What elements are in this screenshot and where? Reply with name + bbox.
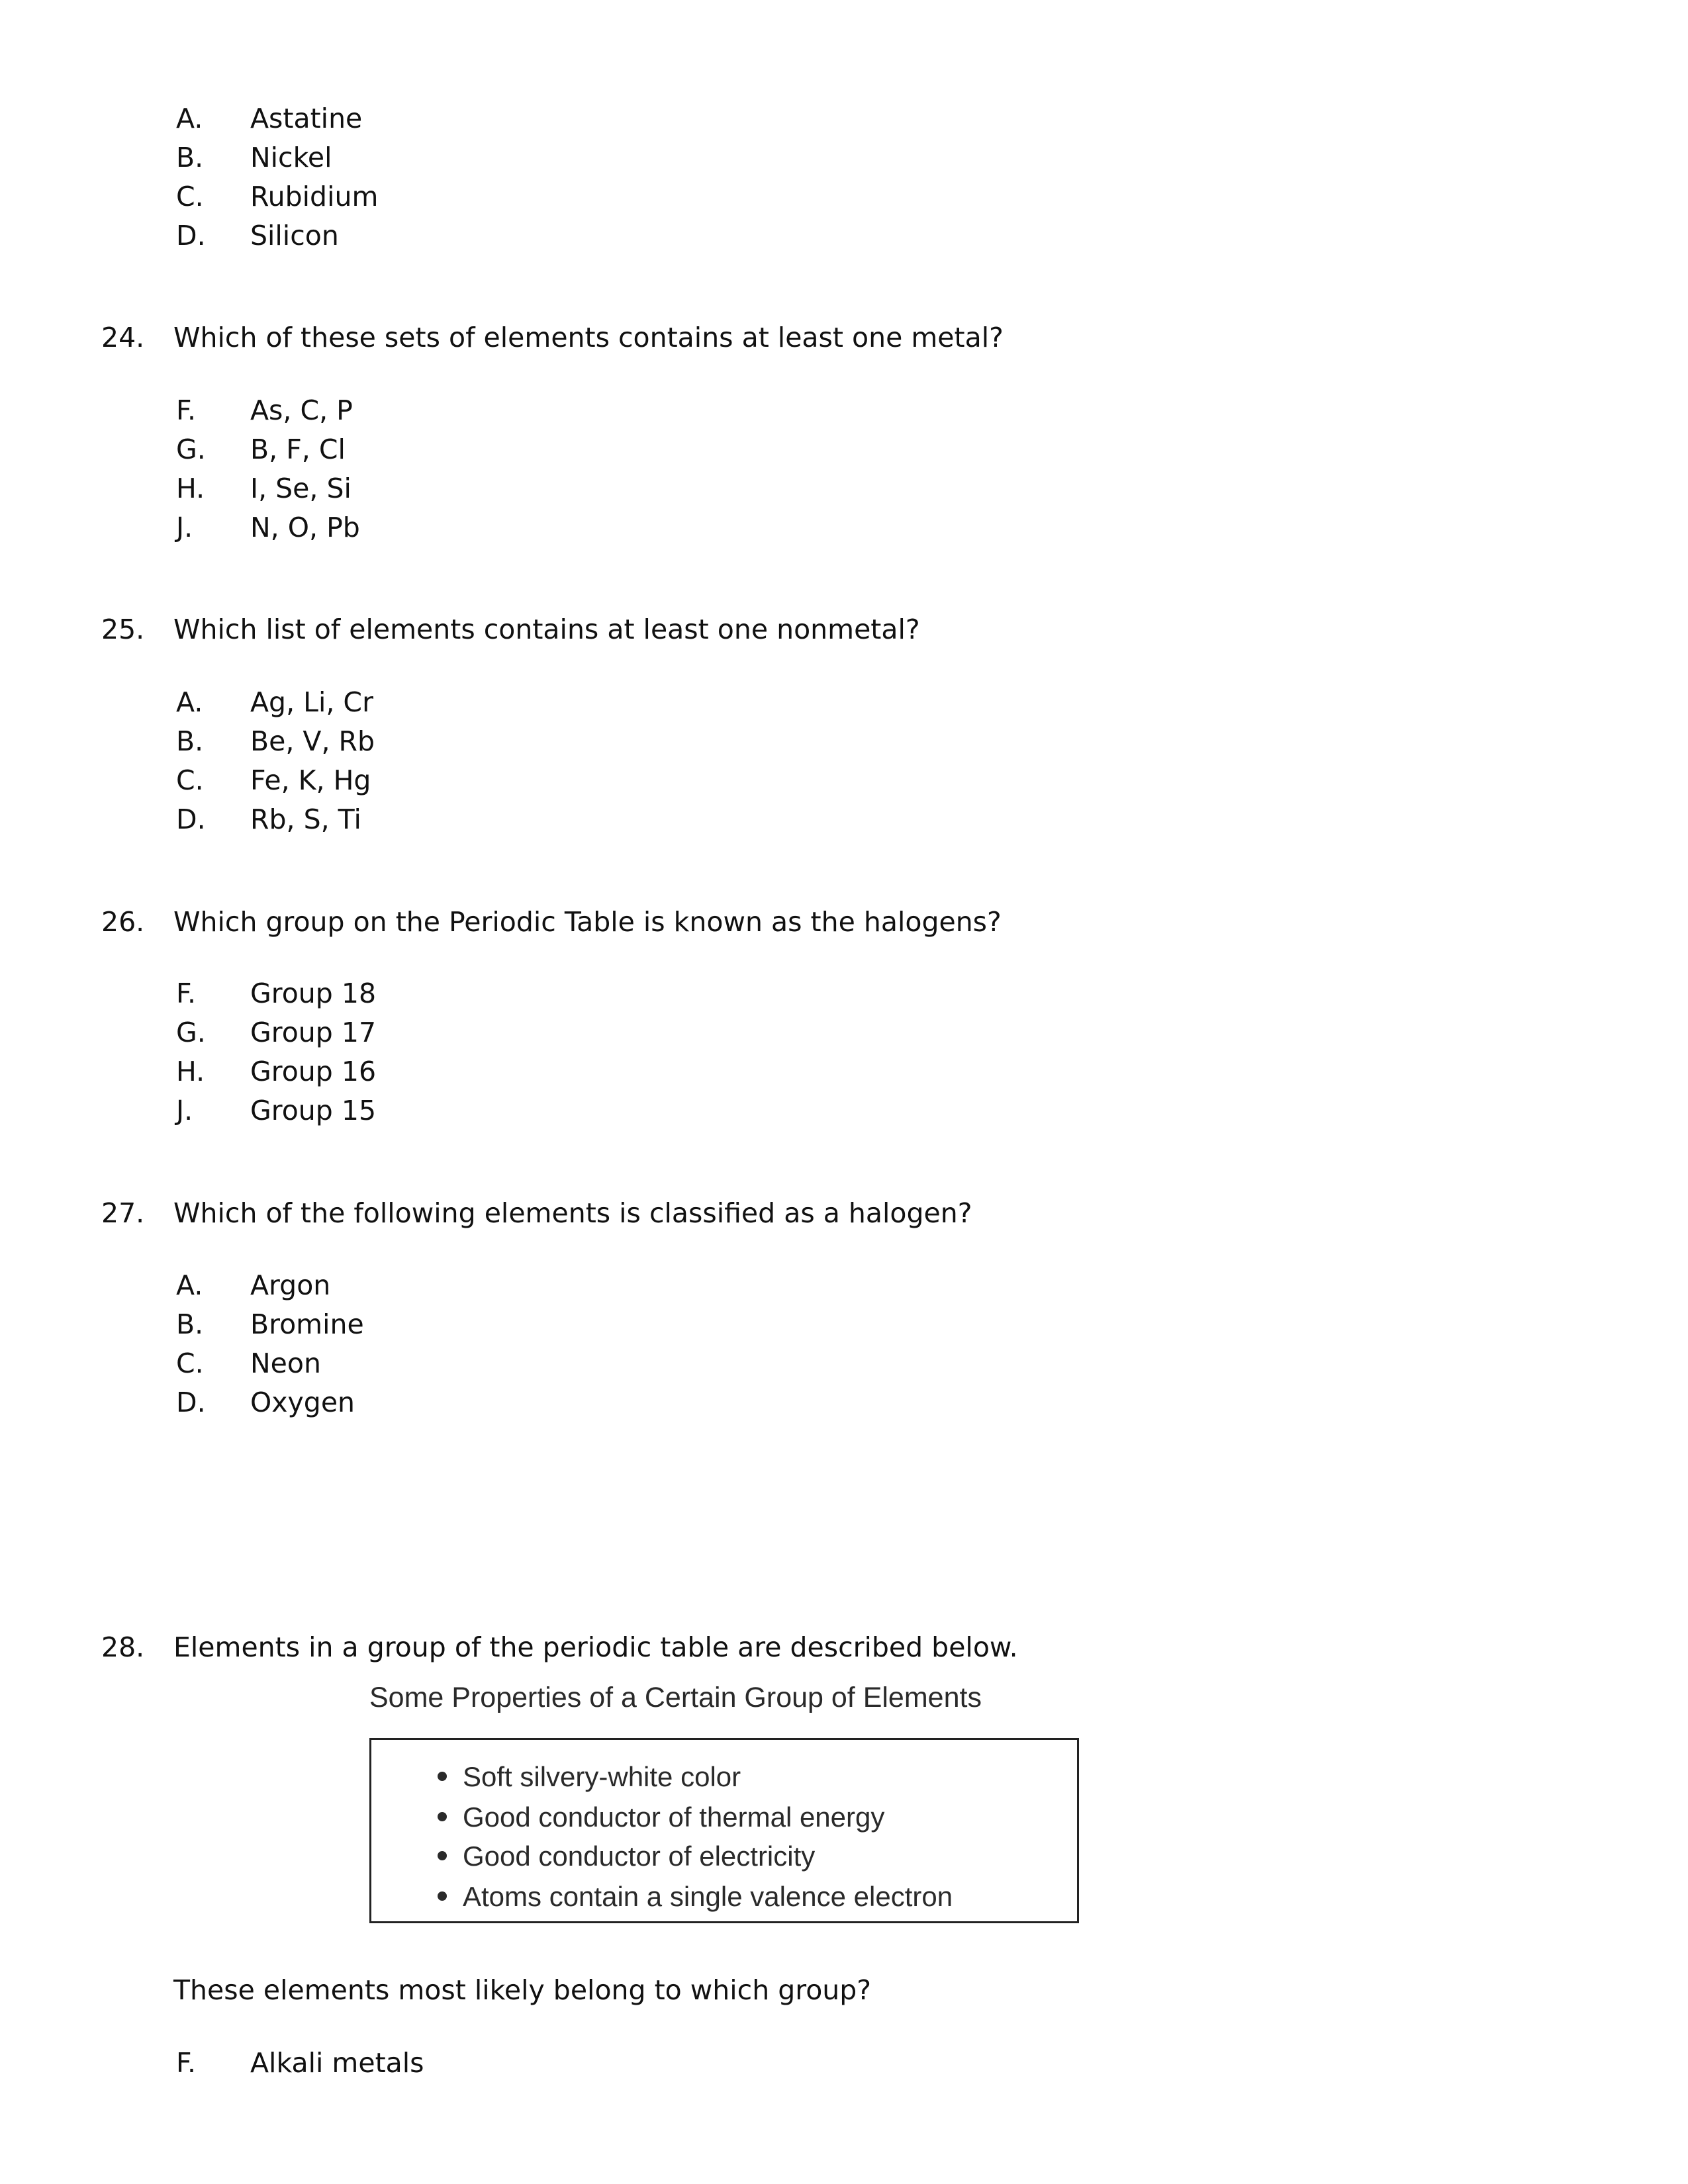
question-text: Elements in a group of the periodic table are described below. — [173, 1631, 1018, 1663]
question-number: 28. — [101, 1631, 145, 1663]
properties-box — [369, 1738, 1079, 1923]
option-letter: J. — [176, 512, 193, 543]
property-text: Atoms contain a single valence electron — [463, 1881, 953, 1912]
question-text: Which group on the Periodic Table is known as the halogens? — [173, 906, 1002, 938]
option-text: I, Se, Si — [250, 473, 352, 504]
option-text: As, C, P — [250, 394, 353, 426]
option-text: Alkali metals — [250, 2047, 424, 2079]
option-text: B, F, Cl — [250, 433, 346, 465]
bullet-icon — [438, 1851, 447, 1860]
option-text: N, O, Pb — [250, 512, 360, 543]
option-text: Be, V, Rb — [250, 725, 375, 757]
option-letter: D. — [176, 220, 206, 251]
property-text: Good conductor of thermal energy — [463, 1801, 885, 1833]
properties-table-title: Some Properties of a Certain Group of Elements — [369, 1682, 982, 1713]
option-letter: D. — [176, 1387, 206, 1418]
option-text: Silicon — [250, 220, 339, 251]
option-text: Ag, Li, Cr — [250, 686, 373, 718]
followup-question-text: These elements most likely belong to which group? — [173, 1974, 872, 2006]
option-text: Astatine — [250, 103, 363, 134]
option-letter: B. — [176, 142, 204, 173]
option-letter: G. — [176, 1017, 206, 1048]
option-letter: C. — [176, 181, 204, 212]
bullet-icon — [438, 1772, 447, 1781]
question-text: Which of these sets of elements contains at least one metal? — [173, 322, 1004, 353]
bullet-icon — [438, 1891, 447, 1901]
option-letter: G. — [176, 433, 206, 465]
option-text: Neon — [250, 1347, 321, 1379]
option-text: Group 15 — [250, 1095, 377, 1126]
option-letter: B. — [176, 1308, 204, 1340]
option-text: Group 18 — [250, 978, 377, 1009]
option-letter: A. — [176, 103, 203, 134]
option-text: Rb, S, Ti — [250, 803, 361, 835]
option-letter: A. — [176, 1269, 203, 1301]
option-letter: H. — [176, 1056, 205, 1087]
question-number: 25. — [101, 614, 145, 645]
option-text: Nickel — [250, 142, 332, 173]
option-text: Argon — [250, 1269, 331, 1301]
option-letter: B. — [176, 725, 204, 757]
option-text: Oxygen — [250, 1387, 355, 1418]
option-text: Bromine — [250, 1308, 364, 1340]
option-letter: J. — [176, 1095, 193, 1126]
option-text: Rubidium — [250, 181, 379, 212]
option-text: Group 16 — [250, 1056, 377, 1087]
question-text: Which list of elements contains at least one nonmetal? — [173, 614, 920, 645]
option-text: Group 17 — [250, 1017, 377, 1048]
question-number: 24. — [101, 322, 145, 353]
property-text: Good conductor of electricity — [463, 1841, 816, 1872]
bullet-icon — [438, 1812, 447, 1821]
option-letter: C. — [176, 1347, 204, 1379]
option-letter: F. — [176, 394, 197, 426]
option-letter: A. — [176, 686, 203, 718]
option-letter: F. — [176, 2047, 197, 2079]
question-number: 27. — [101, 1197, 145, 1229]
option-letter: C. — [176, 764, 204, 796]
question-text: Which of the following elements is classified as a halogen? — [173, 1197, 972, 1229]
option-letter: F. — [176, 978, 197, 1009]
property-text: Soft silvery-white color — [463, 1761, 741, 1792]
option-letter: H. — [176, 473, 205, 504]
option-letter: D. — [176, 803, 206, 835]
option-text: Fe, K, Hg — [250, 764, 371, 796]
question-number: 26. — [101, 906, 145, 938]
